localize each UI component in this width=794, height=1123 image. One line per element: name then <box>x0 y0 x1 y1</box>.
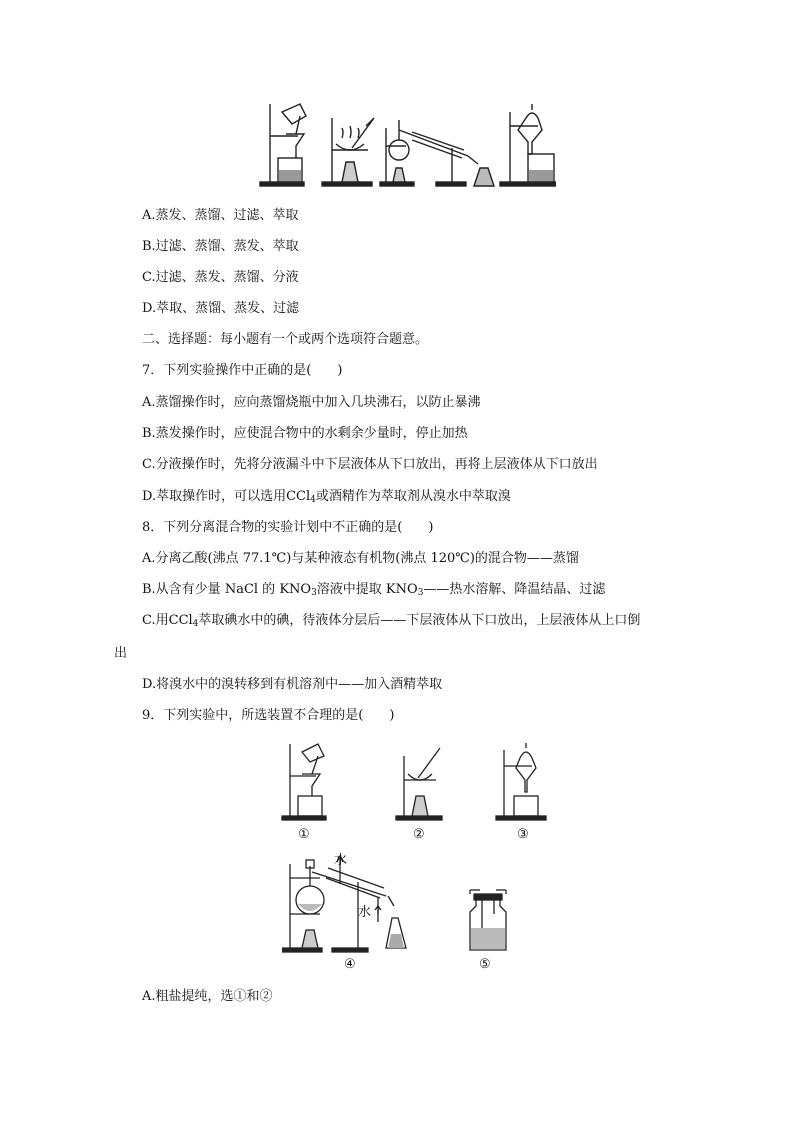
q7-stem: 7．下列实验操作中正确的是( ) <box>142 363 343 378</box>
q6-option-d: D.萃取、蒸馏、蒸发、过滤 <box>142 301 300 316</box>
q8-option-c-wrap: 出 <box>114 646 128 661</box>
apparatus-label-3: ③ <box>517 827 529 842</box>
q7-option-c: C.分液操作时，先将分液漏斗中下层液体从下口放出，再将上层液体从下口放出 <box>142 457 598 472</box>
q6-option-b: B.过滤、蒸馏、蒸发、萃取 <box>142 239 299 254</box>
water-inlet-label: 水 <box>358 905 372 920</box>
apparatus-2-evaporation <box>392 740 448 822</box>
q8-option-a: A.分离乙酸(沸点 77.1℃)与某种液态有机物(沸点 120℃)的混合物——蒸馏 <box>142 551 579 566</box>
apparatus-label-2: ② <box>413 827 425 842</box>
apparatus-3-separatory-funnel <box>494 740 550 822</box>
q6-option-c: C.过滤、蒸发、蒸馏、分液 <box>142 270 299 285</box>
q8-stem: 8．下列分离混合物的实验计划中不正确的是( ) <box>142 520 434 535</box>
apparatus-figure-q6 <box>256 98 556 190</box>
apparatus-label-1: ① <box>298 827 310 842</box>
q9-option-a: A.粗盐提纯，选①和② <box>142 989 273 1004</box>
water-outlet-label: 水 <box>334 853 348 868</box>
section-heading: 二、选择题：每小题有一个或两个选项符合题意。 <box>142 332 429 347</box>
q7-option-b: B.蒸发操作时，应使混合物中的水剩余少量时，停止加热 <box>142 426 468 441</box>
q8-option-c: C.用CCl$_4$萃取碘水中的碘，待液体分层后——下层液体从下口放出，上层液体从上口倒 <box>142 613 641 629</box>
apparatus-label-4: ④ <box>344 957 356 972</box>
q6-option-a: A.蒸发、蒸馏、过滤、萃取 <box>142 208 299 223</box>
q7-option-d: D.萃取操作时，可以选用CCl$_4$或酒精作为萃取剂从溴水中萃取溴 <box>142 489 511 505</box>
q9-stem: 9．下列实验中，所选装置不合理的是( ) <box>142 708 395 723</box>
q8-option-d: D.将溴水中的溴转移到有机溶剂中——加入酒精萃取 <box>142 677 443 692</box>
q7-option-a: A.蒸馏操作时，应向蒸馏烧瓶中加入几块沸石，以防止暴沸 <box>142 395 481 410</box>
apparatus-5-gas-bottle <box>462 888 514 954</box>
apparatus-label-5: ⑤ <box>479 957 491 972</box>
apparatus-1-filtration <box>280 740 330 822</box>
q8-option-b: B.从含有少量 NaCl 的 $KNO_3$溶液中提取 $KNO_3——$热水溶解、降温结晶、过滤 <box>142 582 606 598</box>
